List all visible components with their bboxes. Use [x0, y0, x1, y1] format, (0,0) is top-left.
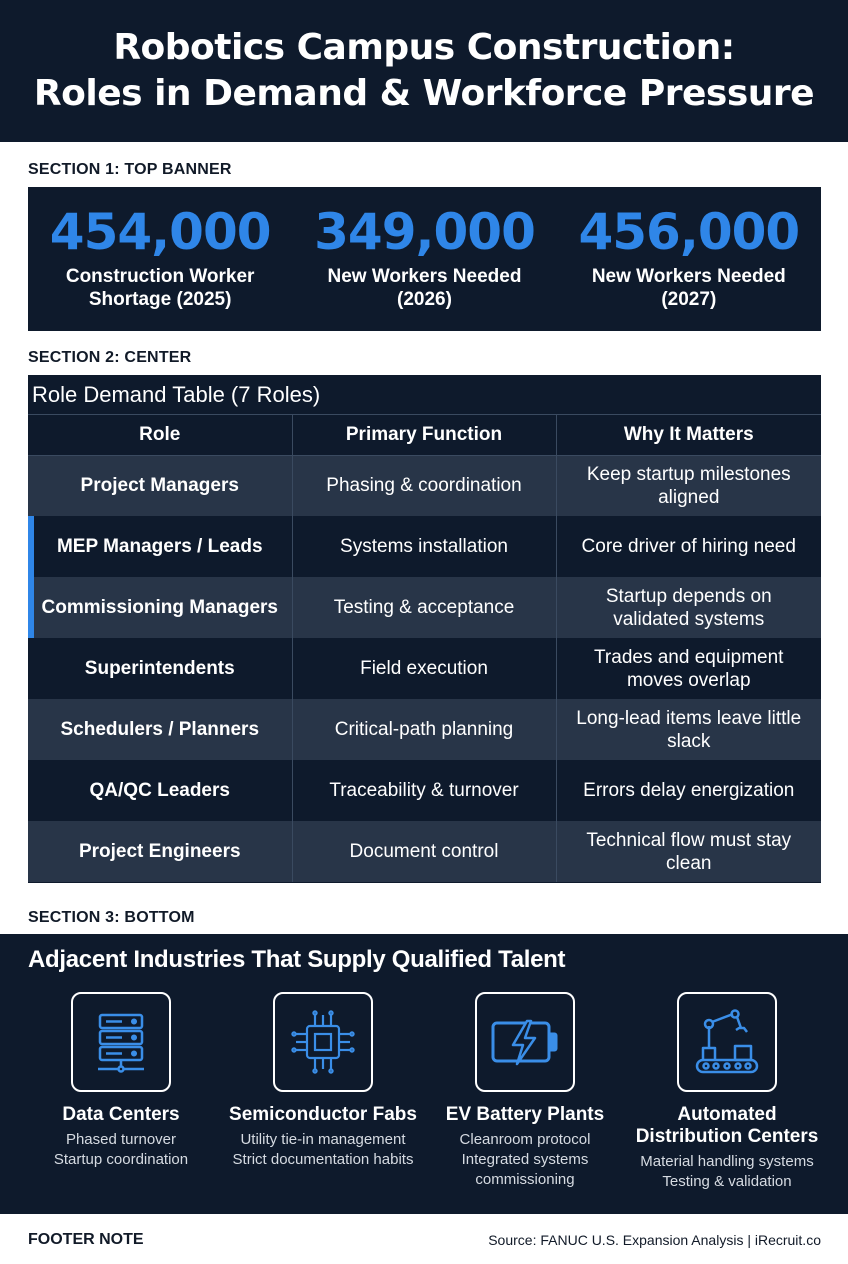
industry-detail: Startup coordination — [53, 1151, 189, 1168]
role-cell: Commissioning Managers — [28, 577, 292, 638]
role-cell: MEP Managers / Leads — [28, 516, 292, 577]
why-cell: Trades and equipment moves overlap — [556, 638, 821, 699]
industry-semiconductor-fabs — [222, 992, 424, 1192]
stat-2027 — [557, 187, 821, 331]
why-cell: Long-lead items leave little slack — [556, 699, 821, 760]
industry-name: Data Centers — [62, 1104, 180, 1125]
industry-detail: Utility tie-in management — [240, 1131, 406, 1148]
function-cell: Critical-path planning — [292, 699, 556, 760]
why-cell: Technical flow must stay clean — [556, 821, 821, 882]
role-cell: Superintendents — [28, 638, 292, 699]
table-row — [28, 760, 821, 821]
stat-value: 454,000 — [49, 203, 271, 261]
microchip-icon — [273, 992, 373, 1092]
industry-data-centers — [20, 992, 222, 1192]
function-cell: Field execution — [292, 638, 556, 699]
table-row — [28, 699, 821, 760]
adjacent-industries-panel — [0, 934, 848, 1214]
why-cell: Core driver of hiring need — [556, 516, 821, 577]
industry-name: Automated Distribution Centers — [635, 1104, 819, 1147]
page-header — [0, 0, 848, 142]
stat-value: 349,000 — [314, 203, 535, 261]
industry-detail: Integrated systems commissioning — [461, 1151, 589, 1188]
table-row — [28, 577, 821, 638]
role-cell: Schedulers / Planners — [28, 699, 292, 760]
industry-name: EV Battery Plants — [445, 1104, 605, 1125]
why-cell: Startup depends on validated systems — [556, 577, 821, 638]
stat-2026 — [292, 187, 556, 331]
stats-banner — [28, 187, 821, 331]
title-line-2: Roles in Demand & Workforce Pressure — [33, 73, 815, 114]
why-cell: Errors delay energization — [556, 760, 821, 821]
table-row — [28, 638, 821, 699]
stat-value: 456,000 — [578, 203, 800, 261]
stat-label: Construction Worker Shortage (2025) — [65, 266, 255, 310]
table-header-row — [28, 415, 821, 455]
stat-label: New Workers Needed (2026) — [327, 266, 522, 310]
stat-label: New Workers Needed (2027) — [591, 266, 786, 310]
stat-2025 — [28, 187, 292, 331]
function-cell: Document control — [292, 821, 556, 882]
column-header-role: Role — [28, 415, 292, 455]
industries-grid — [0, 992, 848, 1192]
role-demand-table — [28, 375, 821, 883]
page-title — [34, 25, 814, 117]
footer-source: Source: FANUC U.S. Expansion Analysis | iRecruit.co — [488, 1232, 821, 1248]
industry-detail: Material handling systems — [640, 1153, 814, 1170]
industry-detail: Testing & validation — [662, 1173, 792, 1190]
section1-label: SECTION 1: TOP BANNER — [28, 161, 232, 178]
robot-arm-conveyor-icon — [677, 992, 777, 1092]
why-cell: Keep startup milestones aligned — [556, 455, 821, 516]
function-cell: Systems installation — [292, 516, 556, 577]
section2-label: SECTION 2: CENTER — [28, 349, 192, 366]
table-row — [28, 821, 821, 882]
roles-table — [28, 415, 821, 882]
column-header-function: Primary Function — [292, 415, 556, 455]
footer-label: FOOTER NOTE — [28, 1231, 144, 1248]
function-cell: Traceability & turnover — [292, 760, 556, 821]
server-rack-icon — [71, 992, 171, 1092]
title-line-1: Robotics Campus Construction: — [113, 27, 735, 68]
role-cell: QA/QC Leaders — [28, 760, 292, 821]
table-row — [28, 516, 821, 577]
industries-title: Adjacent Industries That Supply Qualified Talent — [28, 946, 566, 973]
table-row — [28, 455, 821, 516]
function-cell: Testing & acceptance — [292, 577, 556, 638]
industry-detail: Phased turnover — [65, 1131, 177, 1148]
role-cell: Project Engineers — [28, 821, 292, 882]
industry-name: Semiconductor Fabs — [229, 1104, 417, 1125]
industry-ev-battery-plants — [424, 992, 626, 1192]
section3-label: SECTION 3: BOTTOM — [28, 909, 195, 926]
battery-bolt-icon — [475, 992, 575, 1092]
industry-automated-distribution-centers — [626, 992, 828, 1192]
table-title: Role Demand Table (7 Roles) — [28, 375, 821, 415]
column-header-why: Why It Matters — [556, 415, 821, 455]
footer — [0, 1214, 848, 1264]
industry-detail: Cleanroom protocol — [459, 1131, 591, 1148]
industry-detail: Strict documentation habits — [232, 1151, 414, 1168]
role-cell: Project Managers — [28, 455, 292, 516]
function-cell: Phasing & coordination — [292, 455, 556, 516]
